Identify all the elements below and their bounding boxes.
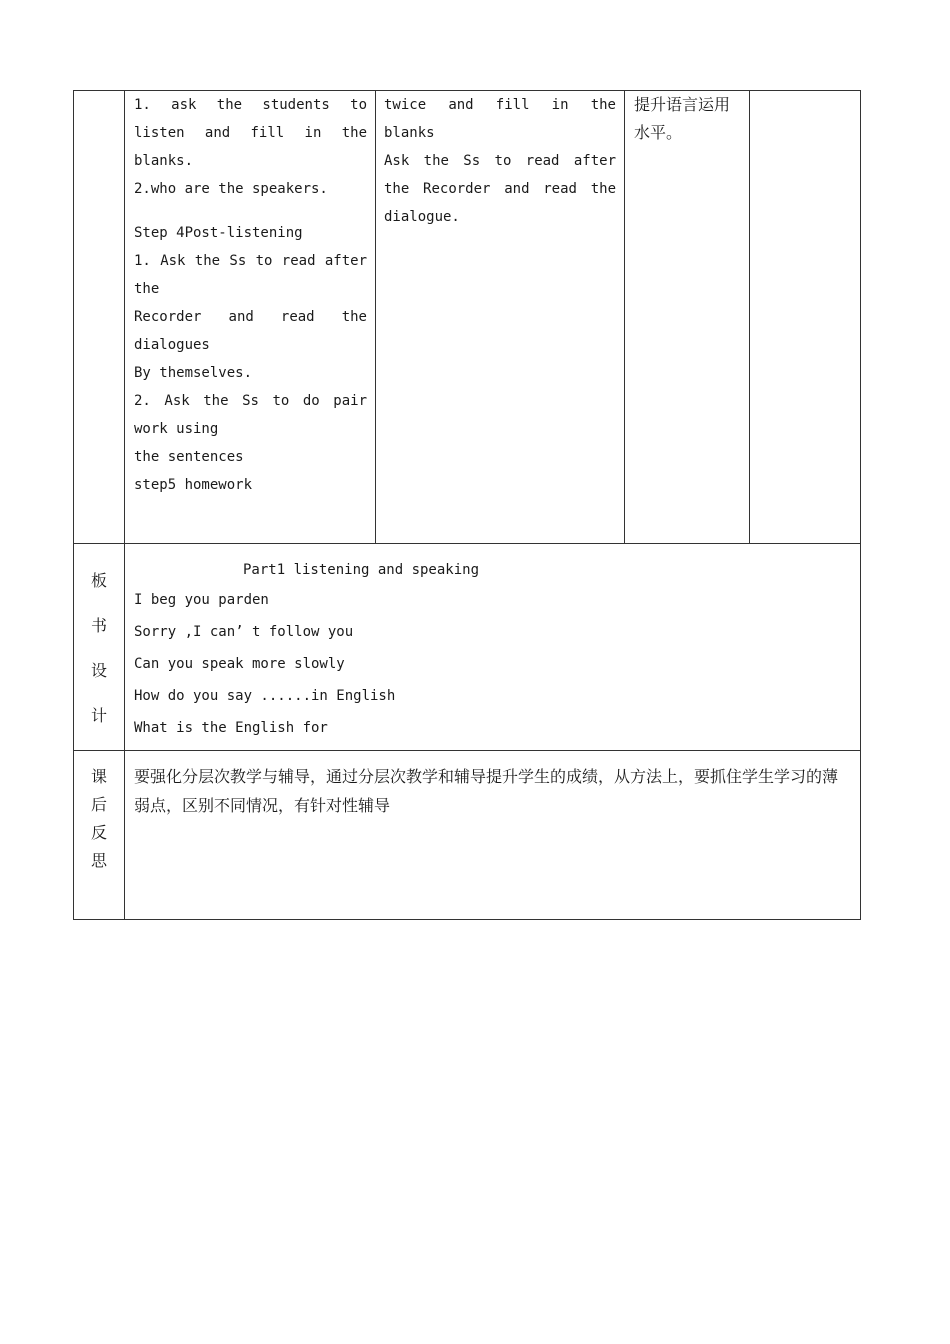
step4-item2-a: 2. Ask the Ss to do pair work using: [134, 393, 367, 437]
board-title: Part1 listening and speaking: [243, 562, 480, 578]
board-line: Sorry ,I can’ t follow you: [134, 624, 354, 640]
label-char: 板: [90, 571, 107, 590]
student-activity-cell: [376, 91, 625, 544]
spacer: [134, 203, 367, 219]
step-listen-fill: 1. ask the students to listen and fill in the blanks.: [134, 97, 367, 169]
board-line: Can you speak more slowly: [134, 656, 345, 672]
reflection-text: 要强化分层次教学与辅导，通过分层次教学和辅导提升学生的成绩，从方法上，要抓住学生学习的薄弱点，区别不同情况，有针对性辅导: [125, 751, 861, 920]
step4-heading: Step 4Post-listening: [134, 225, 303, 241]
label-char: 设: [90, 661, 107, 680]
board-line: I beg you parden: [134, 592, 269, 608]
label-char: 反: [90, 823, 107, 842]
step5-heading: step5 homework: [134, 477, 253, 493]
board-line: How do you say ......in English: [134, 688, 396, 704]
activity-fill-blanks: twice and fill in the blanks: [384, 97, 616, 141]
label-char: 书: [90, 616, 107, 635]
teacher-steps-cell: [125, 91, 376, 544]
board-design-label: [74, 544, 125, 751]
teaching-process-row: [74, 91, 861, 544]
reflection-row: [74, 751, 861, 920]
design-aim-cell: [625, 91, 750, 544]
label-char: 思: [90, 851, 107, 870]
board-line: What is the English for: [134, 720, 328, 736]
board-design-content: [125, 544, 861, 751]
board-design-row: [74, 544, 861, 751]
step4-item1-b: Recorder and read the dialogues: [134, 309, 367, 353]
aim-text: 提升语言运用水平。: [634, 95, 731, 142]
step-speakers: 2.who are the speakers.: [134, 181, 328, 197]
reflection-label: [74, 751, 125, 920]
process-label-cell: [74, 91, 125, 544]
step4-item1-a: 1. Ask the Ss to read after the: [134, 253, 367, 297]
label-char: 计: [90, 706, 107, 725]
step4-item2-b: the sentences: [134, 449, 244, 465]
lesson-plan-table: [73, 90, 861, 920]
notes-cell: [750, 91, 861, 544]
label-char: 后: [90, 795, 107, 814]
activity-read-after: Ask the Ss to read after the Recorder and read the dialogue.: [384, 153, 616, 225]
step4-item1-c: By themselves.: [134, 365, 253, 381]
label-char: 课: [90, 767, 107, 786]
